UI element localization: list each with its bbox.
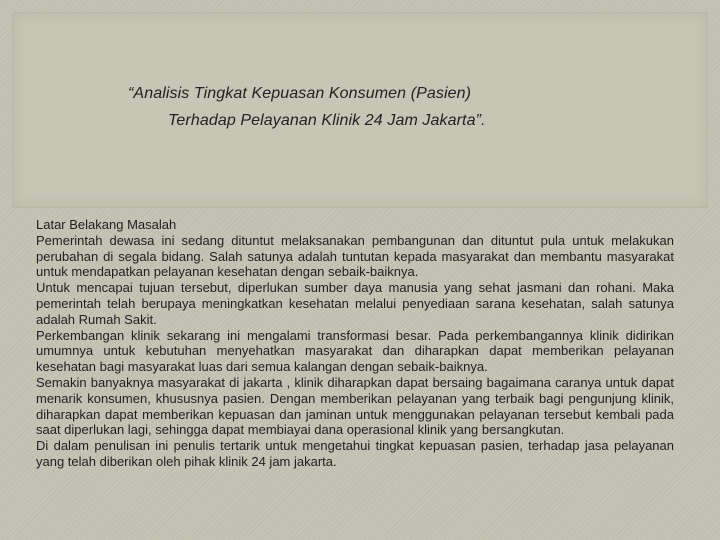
paragraph: Pemerintah dewasa ini sedang dituntut melaksanakan pembangunan dan dituntut pula untuk melakukan perubahan di segala bidang. Salah satunya adalah tuntutan kepada masyarakat dan membantu masyarakat untuk mendapatkan pelayanan kesehatan dengan sebaik-baiknya.	[36, 232, 674, 280]
paragraph: Di dalam penulisan ini penulis tertarik untuk mengetahui tingkat kepuasan pasien, terhadap jasa pelayanan yang telah diberikan oleh pihak klinik 24 jam jakarta.	[36, 438, 674, 469]
title-box	[12, 12, 708, 208]
title-line-2: Terhadap Pelayanan Klinik 24 Jam Jakarta”.	[168, 112, 486, 129]
body-text	[36, 217, 674, 470]
paragraph: Semakin banyaknya masyarakat di jakarta , klinik diharapkan dapat bersaing bagaimana caranya untuk dapat menarik konsumen, khususnya pasien. Dengan memberikan pelayanan yang terbaik bagi pengunjung klinik, diharapkan dapat memberikan kepuasan dan jaminan untuk menggunakan pelayanan tersebut kembali pada saat diperlukan lagi, sehingga dapat membiayai dana operasional klinik yang bersangkutan.	[36, 374, 674, 438]
title-line-1: “Analisis Tingkat Kepuasan Konsumen (Pasien)	[128, 85, 472, 102]
paragraph: Untuk mencapai tujuan tersebut, diperlukan sumber daya manusia yang sehat jasmani dan rohani. Maka pemerintah telah berupaya meningkatkan kesehatan melalui penyediaan sarana kesehatan, salah satunya adalah Rumah Sakit.	[36, 280, 674, 327]
paragraph: Perkembangan klinik sekarang ini mengalami transformasi besar. Pada perkembangannya klinik didirikan umumnya untuk kebutuhan menyehatkan masyarakat dan diharapkan dapat memberikan pelayanan kesehatan bagi masyarakat luas dari semua kalangan dengan sebaik-baiknya.	[36, 327, 674, 375]
section-heading: Latar Belakang Masalah	[36, 217, 177, 232]
